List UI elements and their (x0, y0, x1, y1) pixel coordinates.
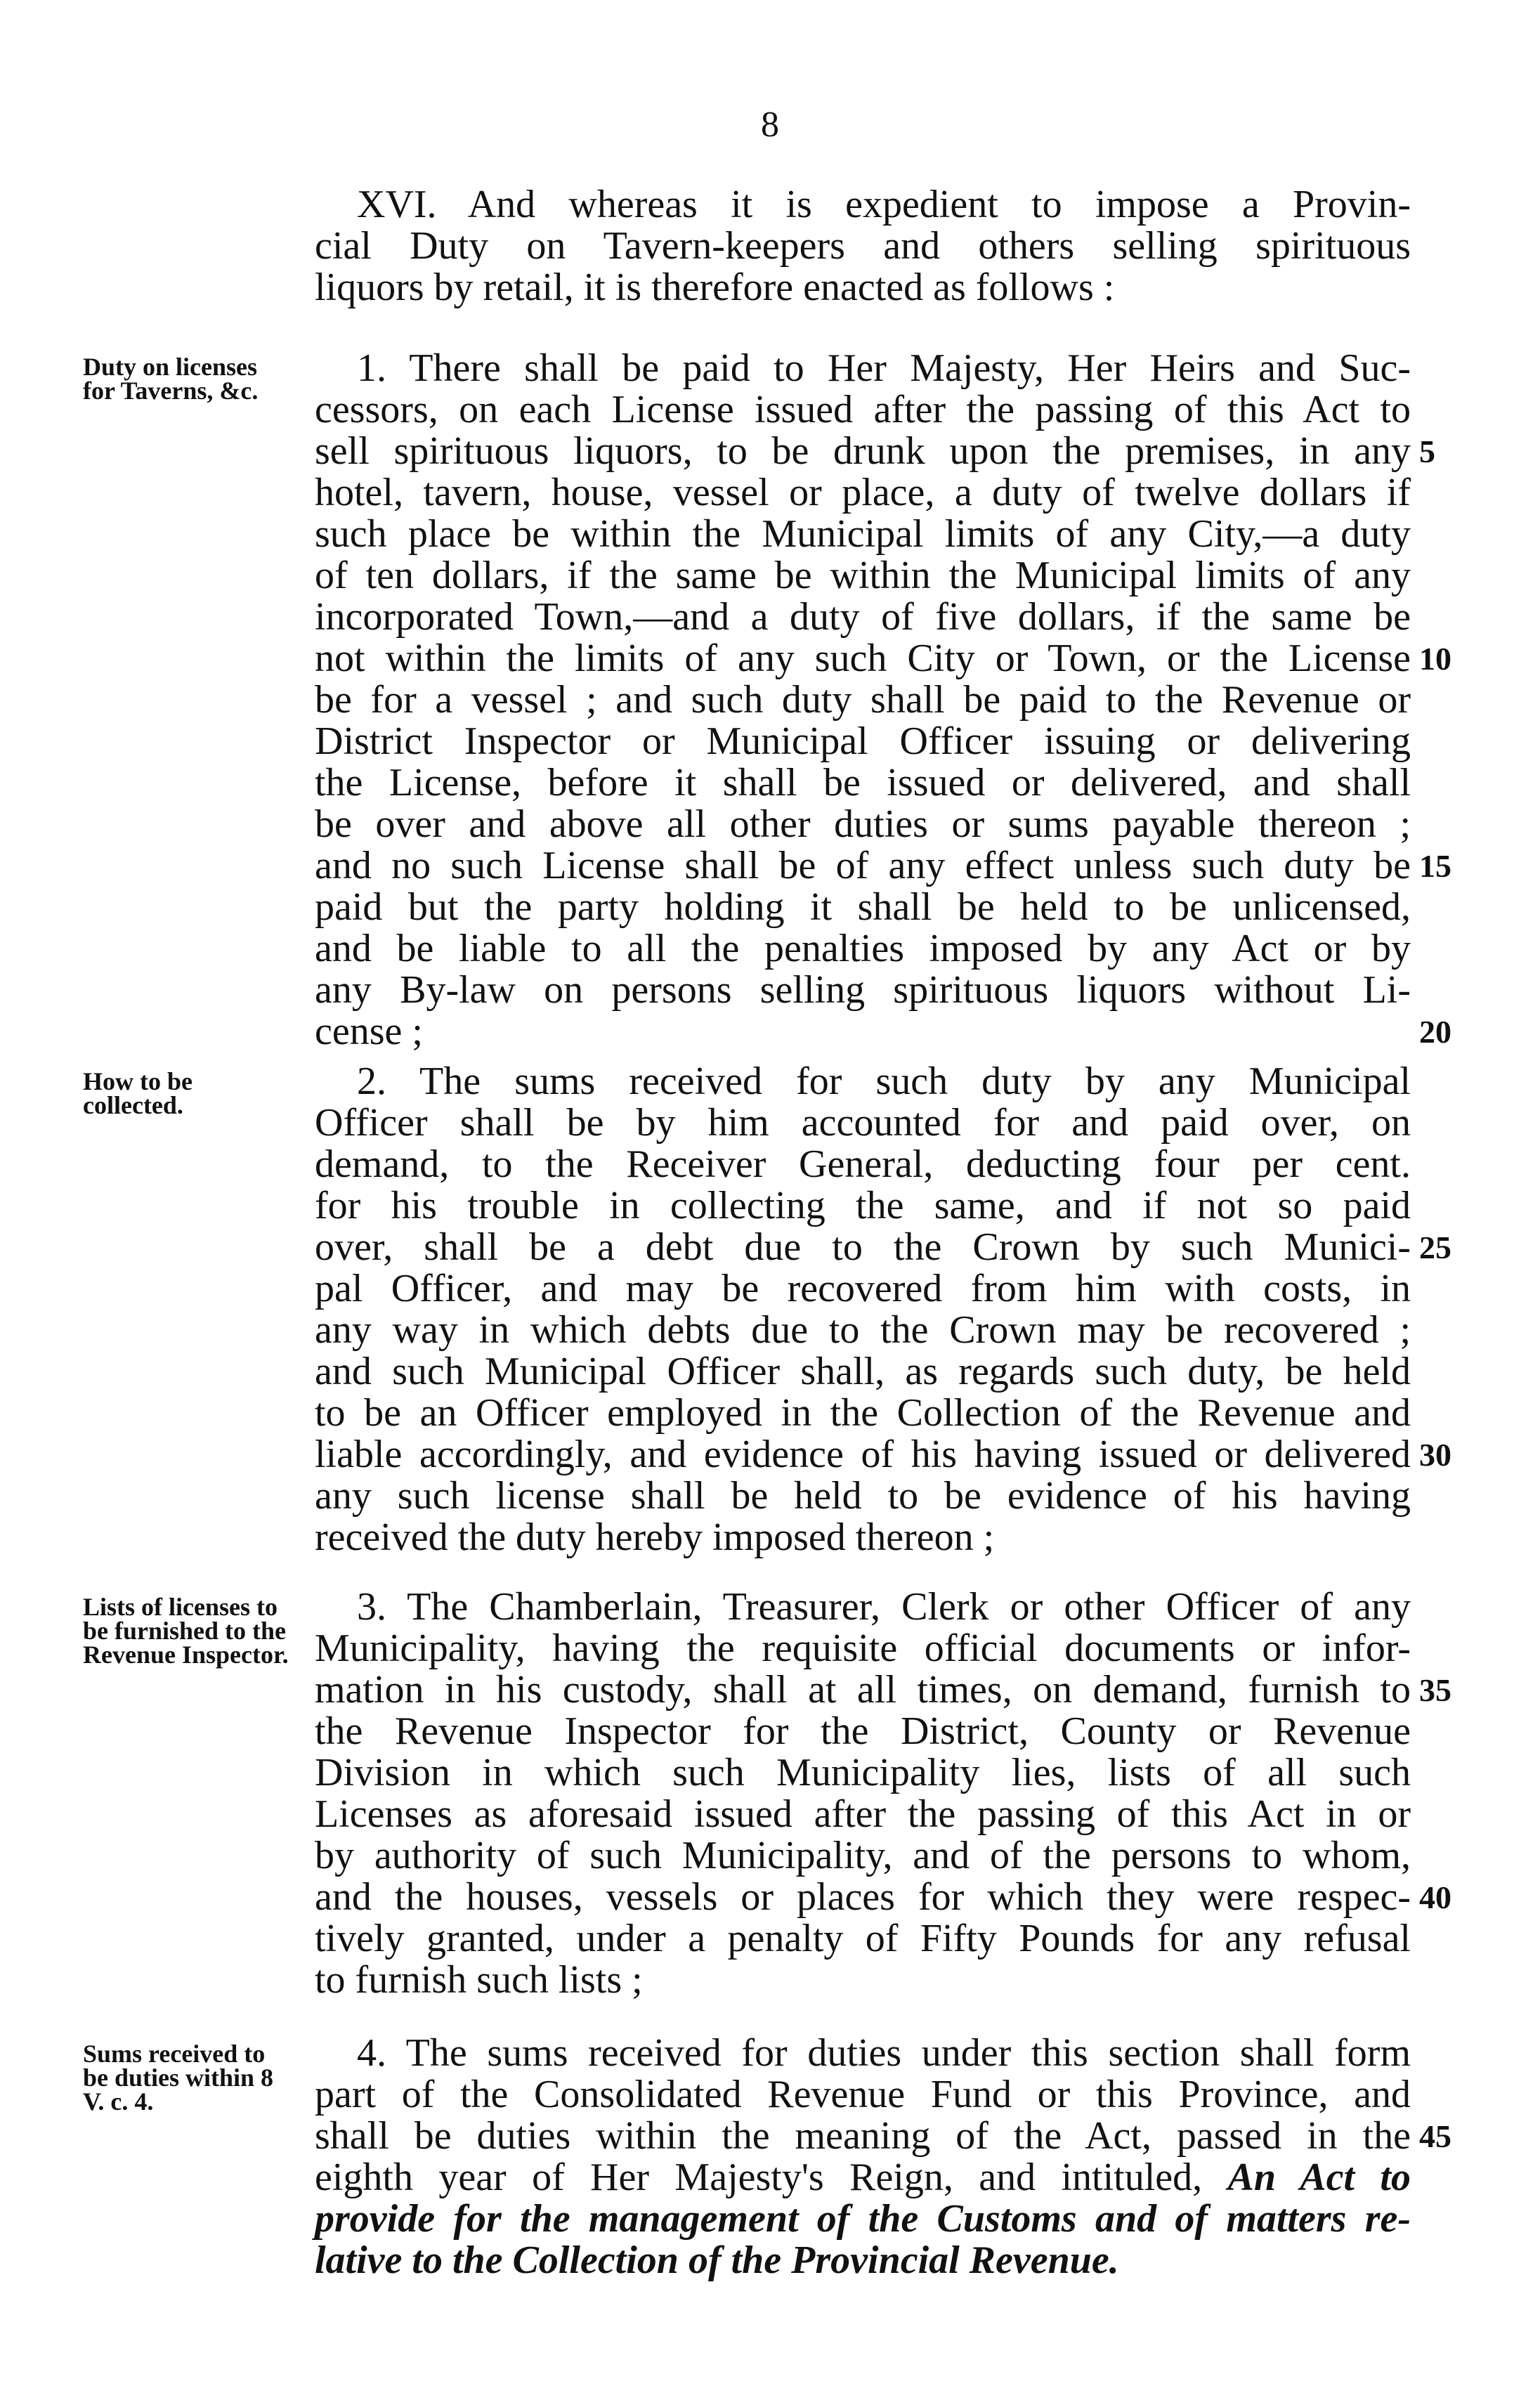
section-line: paid but the party holding it shall be held to be unlicensed, (315, 885, 1411, 929)
act-title-italic: lative to the Collection of the Provincial Revenue. (315, 2238, 1119, 2282)
section-line: 2. The sums received for such duty by any Municipal (357, 1060, 1411, 1103)
section-line: Division in which such Municipality lies, lists of all such (315, 1751, 1411, 1794)
section-line: incorporated Town,—and a duty of five dollars, if the same be (315, 595, 1411, 639)
line-number: 30 (1419, 1437, 1451, 1473)
section-line: and no such License shall be of any effect unless such duty be (315, 844, 1411, 887)
section-line: and the houses, vessels or places for which they were respec- (315, 1875, 1411, 1919)
section-line-mixed (315, 2157, 1411, 2198)
margin-note-collected: How to be collected. (83, 1067, 192, 1119)
section-line: of ten dollars, if the same be within the Municipal limits of any (315, 554, 1411, 597)
line-number: 10 (1419, 641, 1451, 677)
section-line: part of the Consolidated Revenue Fund or this Province, and (315, 2073, 1411, 2116)
section-line: 3. The Chamberlain, Treasurer, Clerk or other Officer of any (357, 1585, 1411, 1629)
section-line: sell spirituous liquors, to be drunk upon the premises, in any (315, 429, 1411, 473)
line-number: 40 (1419, 1879, 1451, 1915)
act-title-italic: An Act to (1227, 2156, 1411, 2199)
section-line: the License, before it shall be issued or delivered, and shall (315, 761, 1411, 804)
preamble-line: cial Duty on Tavern-keepers and others selling spirituous (315, 224, 1411, 268)
section-line: eighth year of Her Majesty's Reign, and intituled, (315, 2156, 1203, 2199)
preamble (315, 184, 1411, 308)
section-line: Municipality, having the requisite official documents or infor- (315, 1627, 1411, 1670)
section-line: and be liable to all the penalties imposed by any Act or by (315, 927, 1411, 970)
line-number: 35 (1419, 1672, 1451, 1708)
section-line: tively granted, under a penalty of Fifty Pounds for any refusal (315, 1917, 1411, 1960)
section-line: cense ; (315, 1010, 423, 1053)
section-line: not within the limits of any such City or Town, or the License (315, 637, 1411, 680)
section-line: pal Officer, and may be recovered from him with costs, in (315, 1267, 1411, 1310)
section-line: be for a vessel ; and such duty shall be paid to the Revenue or (315, 678, 1411, 722)
section-line: mation in his custody, shall at all times, on demand, furnish to (315, 1668, 1411, 1712)
page-number: 8 (761, 105, 779, 145)
section-line: to be an Officer employed in the Collection of the Revenue and (315, 1391, 1411, 1435)
section-line: and such Municipal Officer shall, as regards such duty, be held (315, 1350, 1411, 1393)
line-number: 15 (1419, 848, 1451, 884)
act-title-italic: provide for the management of the Customs and of matters re- (315, 2197, 1411, 2241)
section-line: such place be within the Municipal limits of any City,—a duty (315, 512, 1411, 556)
margin-note-sums: Sums received to be duties within 8 V. c. 4. (83, 2040, 274, 2116)
line-number: 25 (1419, 1230, 1451, 1265)
section-line: 4. The sums received for duties under this section shall form (357, 2031, 1411, 2075)
section-line: any By-law on persons selling spirituous liquors without Li- (315, 968, 1411, 1012)
section-line: received the duty hereby imposed thereon ; (315, 1516, 995, 1559)
section-line: Officer shall be by him accounted for and paid over, on (315, 1101, 1411, 1145)
line-number: 5 (1419, 434, 1435, 469)
section-line: hotel, tavern, house, vessel or place, a duty of twelve dollars if (315, 471, 1411, 514)
section-3 (315, 1586, 1411, 2001)
preamble-line: XVI. And whereas it is expedient to impose a Provin- (357, 183, 1411, 226)
margin-note-duty: Duty on licenses for Taverns, &c. (83, 353, 259, 405)
section-line: over, shall be a debt due to the Crown by such Munici- (315, 1225, 1411, 1269)
section-line: for his trouble in collecting the same, and if not so paid (315, 1184, 1411, 1227)
section-line: demand, to the Receiver General, deducting four per cent. (315, 1142, 1411, 1186)
section-1 (315, 348, 1411, 1052)
section-line: liable accordingly, and evidence of his having issued or delivered (315, 1433, 1411, 1476)
section-line: cessors, on each License issued after the passing of this Act to (315, 388, 1411, 431)
section-4 (315, 2033, 1411, 2281)
section-line: any way in which debts due to the Crown may be recovered ; (315, 1308, 1411, 1352)
preamble-line: liquors by retail, it is therefore enacted as follows : (315, 266, 1115, 309)
section-line: 1. There shall be paid to Her Majesty, Her Heirs and Suc- (357, 346, 1411, 390)
section-line: any such license shall be held to be evidence of his having (315, 1474, 1411, 1518)
section-line: to furnish such lists ; (315, 1958, 643, 2002)
section-line: by authority of such Municipality, and of the persons to whom, (315, 1834, 1411, 1877)
section-line: District Inspector or Municipal Officer issuing or delivering (315, 719, 1411, 763)
section-2 (315, 1061, 1411, 1558)
line-number: 45 (1419, 2118, 1451, 2154)
line-number: 20 (1419, 1014, 1451, 1050)
section-line: be over and above all other duties or sums payable thereon ; (315, 802, 1411, 846)
section-line: Licenses as aforesaid issued after the passing of this Act in or (315, 1792, 1411, 1836)
margin-note-lists: Lists of licenses to be furnished to the Revenue Inspector. (83, 1593, 289, 1669)
section-line: the Revenue Inspector for the District, County or Revenue (315, 1709, 1411, 1753)
section-line: shall be duties within the meaning of the Act, passed in the (315, 2114, 1411, 2158)
